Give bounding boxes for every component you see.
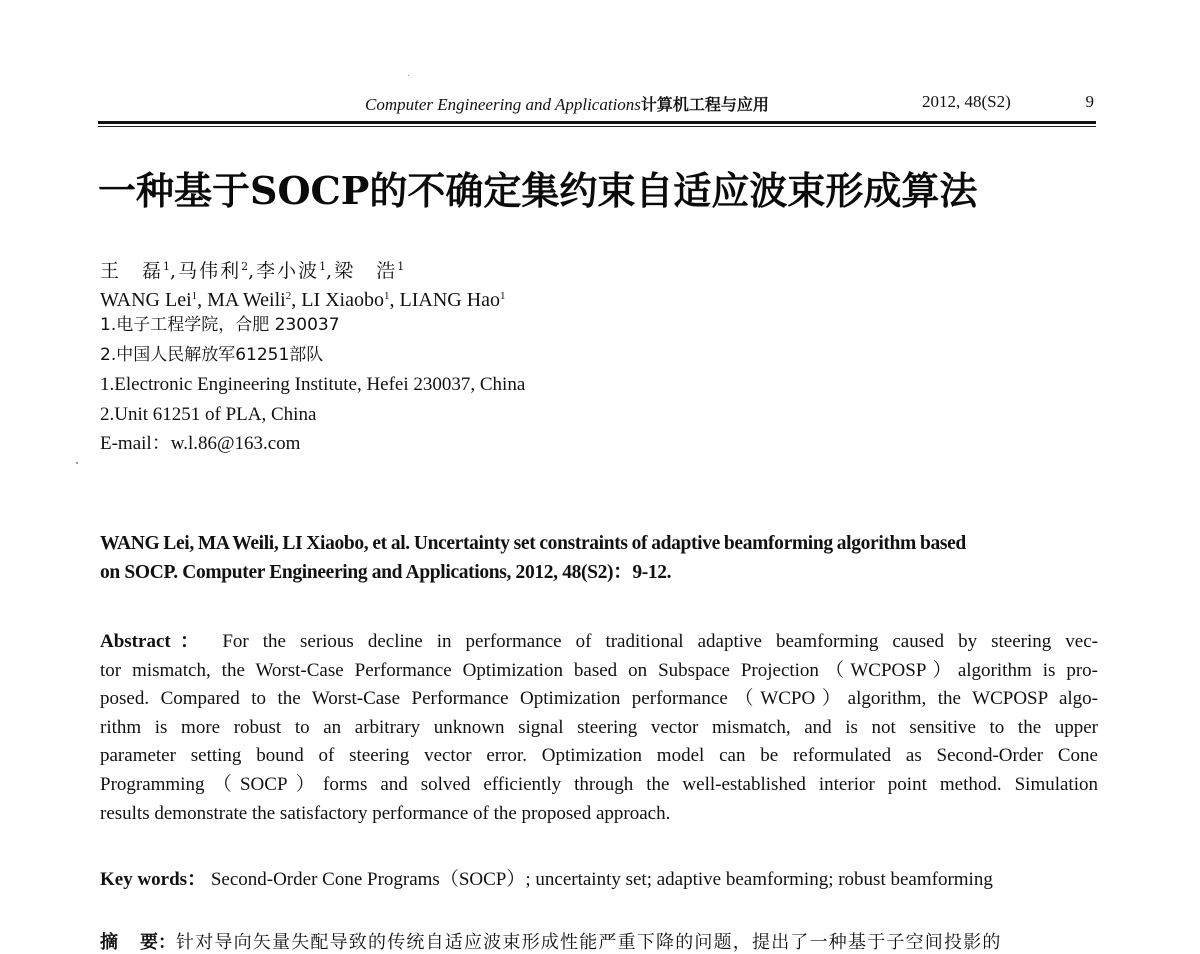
abstract-label: Abstract： (100, 631, 209, 652)
header-rule-thin (98, 126, 1096, 127)
affiliation-cn-2: 2.中国人民解放军61251部队 (100, 344, 324, 365)
authors-cn: 王 磊$^1$,马伟利$^2$,李小波$^1$,梁 浩$^1$ (100, 260, 405, 282)
author-affil-sup: 1 (384, 289, 390, 302)
author-cn: 马伟利 (178, 260, 242, 282)
scan-speck (76, 462, 78, 464)
abstract-cn-label-2: 要： (140, 932, 176, 953)
journal-volume: 2012, 48(S2) (922, 92, 1011, 111)
author-block (100, 252, 525, 459)
affiliation-en-2: 2.Unit 61251 of PLA, China (100, 403, 317, 425)
authors-en (100, 282, 525, 312)
keywords (100, 864, 993, 891)
paper-title: 一种基于SOCP的不确定集约束自适应波束形成算法 (98, 168, 978, 213)
author-separator: , (389, 288, 400, 311)
author-affil-sup: 1 (500, 289, 506, 302)
author-affil-sup: 1 (191, 289, 198, 302)
author-affil-sup: 2 (285, 289, 292, 302)
abstract-line: tor mismatch, the Worst-Case Performance Optimization based on Subspace Projection（WCPOSP）algorithm is pro- (100, 659, 1098, 681)
abstract-line (100, 628, 1098, 657)
keywords-label: Key words： (100, 869, 207, 890)
header-rule-thick (98, 121, 1096, 124)
citation-line: WANG Lei, MA Weili, LI Xiaobo, et al. Uncertainty set constraints of adaptive beamforming algorithm based (100, 533, 966, 554)
abstract-line: Programming（SOCP）forms and solved efficiently through the well-established interior point method. Simulation (100, 773, 1098, 795)
author-affil-sup: 2 (241, 260, 249, 273)
author-en: WANG Lei (100, 288, 192, 311)
abstract-text: For the serious decline in performance of traditional adaptive beamforming caused by steering vec- (208, 631, 1098, 652)
author-en: LIANG Hao (399, 288, 501, 311)
abstract-cn-text: 针对导向矢量失配导致的传统自适应波束形成性能严重下降的问题，提出了一种基于子空间投影的 (176, 932, 1002, 953)
citation-line: on SOCP. Computer Engineering and Applications, 2012, 48(S2)：9-12. (100, 562, 672, 583)
affiliation-en-1: 1.Electronic Engineering Institute, Hefei 230037, China (100, 374, 526, 395)
author-cn: 梁 浩 (334, 260, 398, 282)
abstract-cn-label-1: 摘 (100, 932, 118, 953)
journal-name (365, 92, 769, 115)
author-cn: 王 磊 (100, 260, 164, 282)
author-affil-sup: 1 (397, 260, 405, 273)
author-separator: , (291, 288, 302, 311)
author-separator: , (197, 288, 208, 311)
journal-name-en: Computer Engineering and Applications (365, 95, 641, 114)
author-en: MA Weili (207, 288, 286, 311)
author-email: E-mail：w.l.86@163.com (100, 433, 301, 454)
affiliation-cn-1: 1.电子工程学院，合肥 230037 (100, 315, 340, 335)
abstract-line: results demonstrate the satisfactory performance of the proposed approach. (100, 802, 671, 824)
abstract-line: posed. Compared to the Worst-Case Performance Optimization performance（WCPO）algorithm, the WCPOSP algo- (100, 688, 1098, 710)
author-affil-sup: 1 (319, 260, 327, 273)
scan-speck (408, 75, 409, 76)
journal-name-cn: 计算机工程与应用 (640, 95, 769, 114)
keywords-text: Second-Order Cone Programs（SOCP）; uncertainty set; adaptive beamforming; robust beamforming (206, 869, 993, 890)
abstract-line: parameter setting bound of steering vector error. Optimization model can be reformulated as Second-Order Cone (100, 745, 1098, 767)
author-affil-sup: 1 (163, 260, 171, 273)
author-en: LI Xiaobo (301, 288, 384, 311)
abstract-en (100, 628, 1098, 828)
running-header (100, 92, 1096, 116)
page-number: 9 (1085, 92, 1094, 111)
author-cn: 李小波 (256, 260, 320, 282)
abstract-line: rithm is more robust to an arbitrary unknown signal steering vector mismatch, and is not sensitive to the upper (100, 716, 1098, 738)
citation-block (100, 529, 1100, 587)
abstract-cn (100, 928, 1098, 954)
